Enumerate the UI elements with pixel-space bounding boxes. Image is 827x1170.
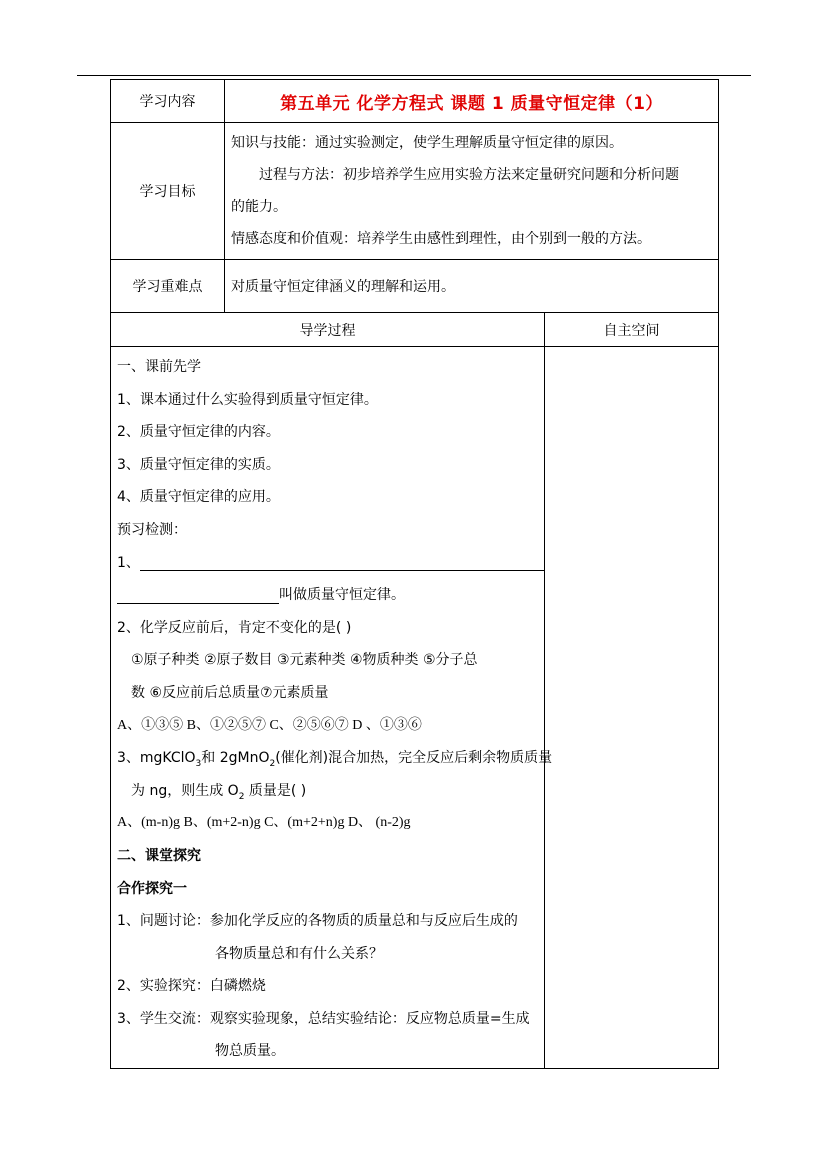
inquiry-2: 2、实验探究：白磷燃烧 — [117, 978, 266, 995]
question-1-prefix: 1、 — [117, 554, 140, 571]
question-2-options-2: 数 ⑥反应前后总质量⑦元素质量 — [131, 684, 329, 701]
process-column-header: 导学过程 — [111, 313, 545, 347]
pre-item-3: 3、质量守恒定律的实质。 — [117, 456, 280, 473]
question-2: 2、化学反应前后，肯定不变化的是( ) — [117, 619, 352, 636]
pre-item-2: 2、质量守恒定律的内容。 — [117, 424, 280, 441]
question-3-answers: A、(m-n)g B、(m+2-n)g C、(m+2+n)g D、 (n-2)g — [117, 815, 411, 831]
goals-cell — [225, 123, 719, 260]
difficulty-label: 学习重难点 — [111, 260, 225, 313]
goal-process: 过程与方法：初步培养学生应用实验方法来定量研究问题和分析问题 — [259, 167, 679, 183]
fill-blank-short[interactable] — [117, 587, 279, 604]
question-3-part-c: (催化剂)混合加热，完全反应后剩余物质质量 — [275, 750, 553, 767]
difficulty-text: 对质量守恒定律涵义的理解和运用。 — [225, 260, 719, 313]
lesson-plan-table — [110, 79, 719, 1069]
inquiry-1-line-1: 1、问题讨论：参加化学反应的各物质的质量总和与反应后生成的 — [117, 913, 518, 930]
goals-label: 学习目标 — [111, 123, 225, 260]
question-1-line-2 — [117, 579, 538, 612]
fill-blank-long[interactable] — [140, 554, 544, 571]
lesson-title: 第五单元 化学方程式 课题 1 质量守恒定律（1） — [225, 80, 719, 123]
question-2-answers: A、①③⑤ B、①②⑤⑦ C、②⑤⑥⑦ D 、①③⑥ — [117, 717, 422, 733]
class-exploration-title: 二、课堂探究 — [117, 847, 201, 864]
self-study-space[interactable] — [545, 347, 719, 1069]
goal-knowledge: 知识与技能：通过实验测定，使学生理解质量守恒定律的原因。 — [231, 135, 623, 151]
goal-process-cont: 的能力。 — [231, 199, 287, 215]
question-1-line-1 — [117, 547, 538, 580]
subscript-o2: 2 — [238, 791, 245, 802]
inquiry-3-line-1: 3、学生交流：观察实验现象，总结实验结论：反应物总质量=生成 — [117, 1010, 530, 1027]
topic-label: 学习内容 — [111, 80, 225, 123]
goal-attitude: 情感态度和价值观：培养学生由感性到理性，由个别到一般的方法。 — [231, 231, 651, 247]
question-3-part-a: 3、mgKClO — [117, 750, 196, 767]
space-column-header: 自主空间 — [545, 313, 719, 347]
subscript-3: 3 — [195, 758, 202, 769]
question-3-line-2-a: 为 ng，则生成 O — [131, 782, 239, 799]
question-2-options-1: ①原子种类 ②原子数目 ③元素种类 ④物质种类 ⑤分子总 — [131, 652, 478, 669]
inquiry-3-line-2: 物总质量。 — [215, 1043, 285, 1060]
question-1-suffix: 叫做质量守恒定律。 — [279, 587, 405, 604]
question-3-line-2-b: 质量是( ) — [244, 782, 307, 799]
question-3-part-b: 和 2gMnO — [201, 750, 270, 767]
subscript-2: 2 — [269, 758, 276, 769]
process-content — [111, 347, 553, 1069]
pre-item-4: 4、质量守恒定律的应用。 — [117, 489, 280, 506]
question-3-line-2 — [117, 775, 538, 808]
cooperative-inquiry-title: 合作探究一 — [117, 880, 187, 897]
pre-study-title: 一、课前先学 — [117, 359, 201, 375]
question-3-line-1 — [117, 742, 553, 775]
page-header-rule — [77, 75, 751, 76]
preview-check-title: 预习检测： — [117, 521, 187, 538]
pre-item-1: 1、课本通过什么实验得到质量守恒定律。 — [117, 391, 378, 408]
inquiry-1-line-2: 各物质量总和有什么关系？ — [215, 945, 383, 962]
